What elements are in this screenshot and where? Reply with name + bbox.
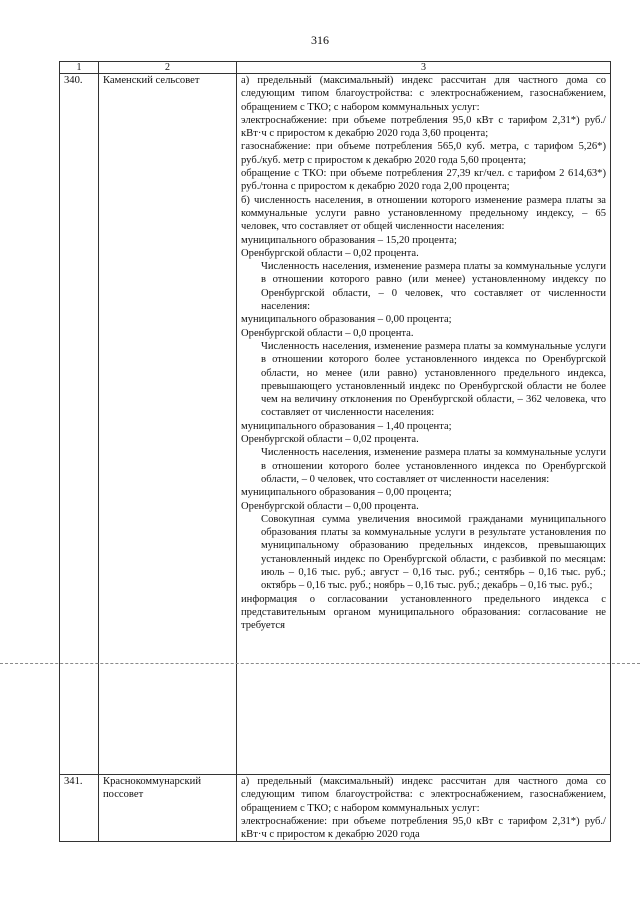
paragraph-share-municipal: муниципального образования – 0,00 процента; bbox=[241, 487, 452, 499]
paragraph-total-increase: Совокупная сумма увеличения вносимой гражданами муниципального образования платы за коммунальные услуги в результате установления по муниципальному образованию предельных индексов, превышающих установленный индекс по Оренбургской области, с разбивкой по месяцам: июль – 0,16 тыс. руб.; август – 0,16 тыс. руб.; сентябрь – 0,16 тыс. руб.; октябрь – 0,16 тыс. руб.; ноябрь – 0,16 тыс. руб.; декабрь – 0,16 тыс. руб.; bbox=[261, 513, 606, 592]
paragraph-share-region: Оренбургской области – 0,0 процента. bbox=[241, 327, 414, 339]
paragraph-share-municipal: муниципального образования – 1,40 процента; bbox=[241, 420, 452, 432]
paragraph-electricity: электроснабжение: при объеме потребления 95,0 кВт с тарифом 2,31*) руб./кВт·ч с приростом к декабрю 2020 года bbox=[241, 815, 606, 841]
column-header-number: 1 bbox=[60, 62, 99, 74]
paragraph-waste: обращение с ТКО: при объеме потребления 27,39 кг/чел. с тарифом 2 614,63*) руб./тонна с приростом к декабрю 2020 года 2,00 процента; bbox=[241, 168, 606, 193]
paragraph-population-above: Численность населения, изменение размера платы за коммунальные услуги в отношении которого более установленного индекса по Оренбургской области, – 0 человек, что составляет от численности населения: bbox=[261, 447, 606, 485]
scan-artifact-line bbox=[0, 663, 640, 664]
paragraph-index-a: а) предельный (максимальный) индекс рассчитан для частного дома со следующим типом благоустройства: с электроснабжением, газоснабжением, обращением с ТКО; с набором коммунальных услуг: bbox=[241, 776, 606, 814]
table-header-row bbox=[60, 62, 611, 74]
paragraph-approval-info: информация о согласовании установленного предельного индекса с представительным органом муниципального образования: согласование не требуется bbox=[241, 593, 606, 632]
table-row bbox=[60, 74, 611, 775]
row-number: 340. bbox=[60, 74, 99, 775]
paragraph-share-region: Оренбургской области – 0,02 процента. bbox=[241, 247, 419, 259]
column-header-description: 3 bbox=[237, 62, 611, 74]
paragraph-index-a: а) предельный (максимальный) индекс рассчитан для частного дома со следующим типом благоустройства: с электроснабжением, газоснабжением, обращением с ТКО; с набором коммунальных услуг: bbox=[241, 75, 606, 113]
municipality-name: Каменский сельсовет bbox=[99, 74, 237, 775]
paragraph-gas: газоснабжение: при объеме потребления 565,0 куб. метра, с тарифом 5,26*) руб./куб. метр с приростом к декабрю 2020 года 5,60 процента; bbox=[241, 141, 606, 166]
paragraph-population-b: б) численность населения, в отношении которого изменение размера платы за коммунальные услуги равно установленному предельному индексу, – 65 человек, что составляет от общей численности населения: bbox=[241, 194, 606, 233]
paragraph-share-municipal: муниципального образования – 0,00 процента; bbox=[241, 314, 452, 326]
table-row bbox=[60, 775, 611, 842]
paragraph-share-region: Оренбургской области – 0,00 процента. bbox=[241, 500, 419, 512]
paragraph-population-between: Численность населения, изменение размера платы за коммунальные услуги в отношении которого более установленного индекса по Оренбургской области, но менее (или равно) установленного предельного индекса, превышающего установленный индекс по Оренбургской области не более чем на величину отклонения по Оренбургской области, – 362 человека, что составляет от численности населения: bbox=[261, 340, 606, 419]
municipality-name: Краснокоммунарский поссовет bbox=[99, 775, 237, 842]
paragraph-electricity: электроснабжение: при объеме потребления 95,0 кВт с тарифом 2,31*) руб./кВт·ч с приростом к декабрю 2020 года 3,60 процента; bbox=[241, 114, 606, 140]
page-number: 316 bbox=[311, 33, 329, 47]
description-cell bbox=[237, 775, 611, 842]
description-cell bbox=[237, 74, 611, 775]
column-header-municipality: 2 bbox=[99, 62, 237, 74]
paragraph-share-municipal: муниципального образования – 15,20 процента; bbox=[241, 234, 457, 246]
paragraph-share-region: Оренбургской области – 0,02 процента. bbox=[241, 434, 419, 446]
paragraph-population-equal: Численность населения, изменение размера платы за коммунальные услуги в отношении которого равно (или менее) установленному индексу по Оренбургской области, – 0 человек, что составляет от численности населения: bbox=[261, 261, 606, 313]
row-number: 341. bbox=[60, 775, 99, 842]
tariff-table bbox=[59, 61, 611, 842]
